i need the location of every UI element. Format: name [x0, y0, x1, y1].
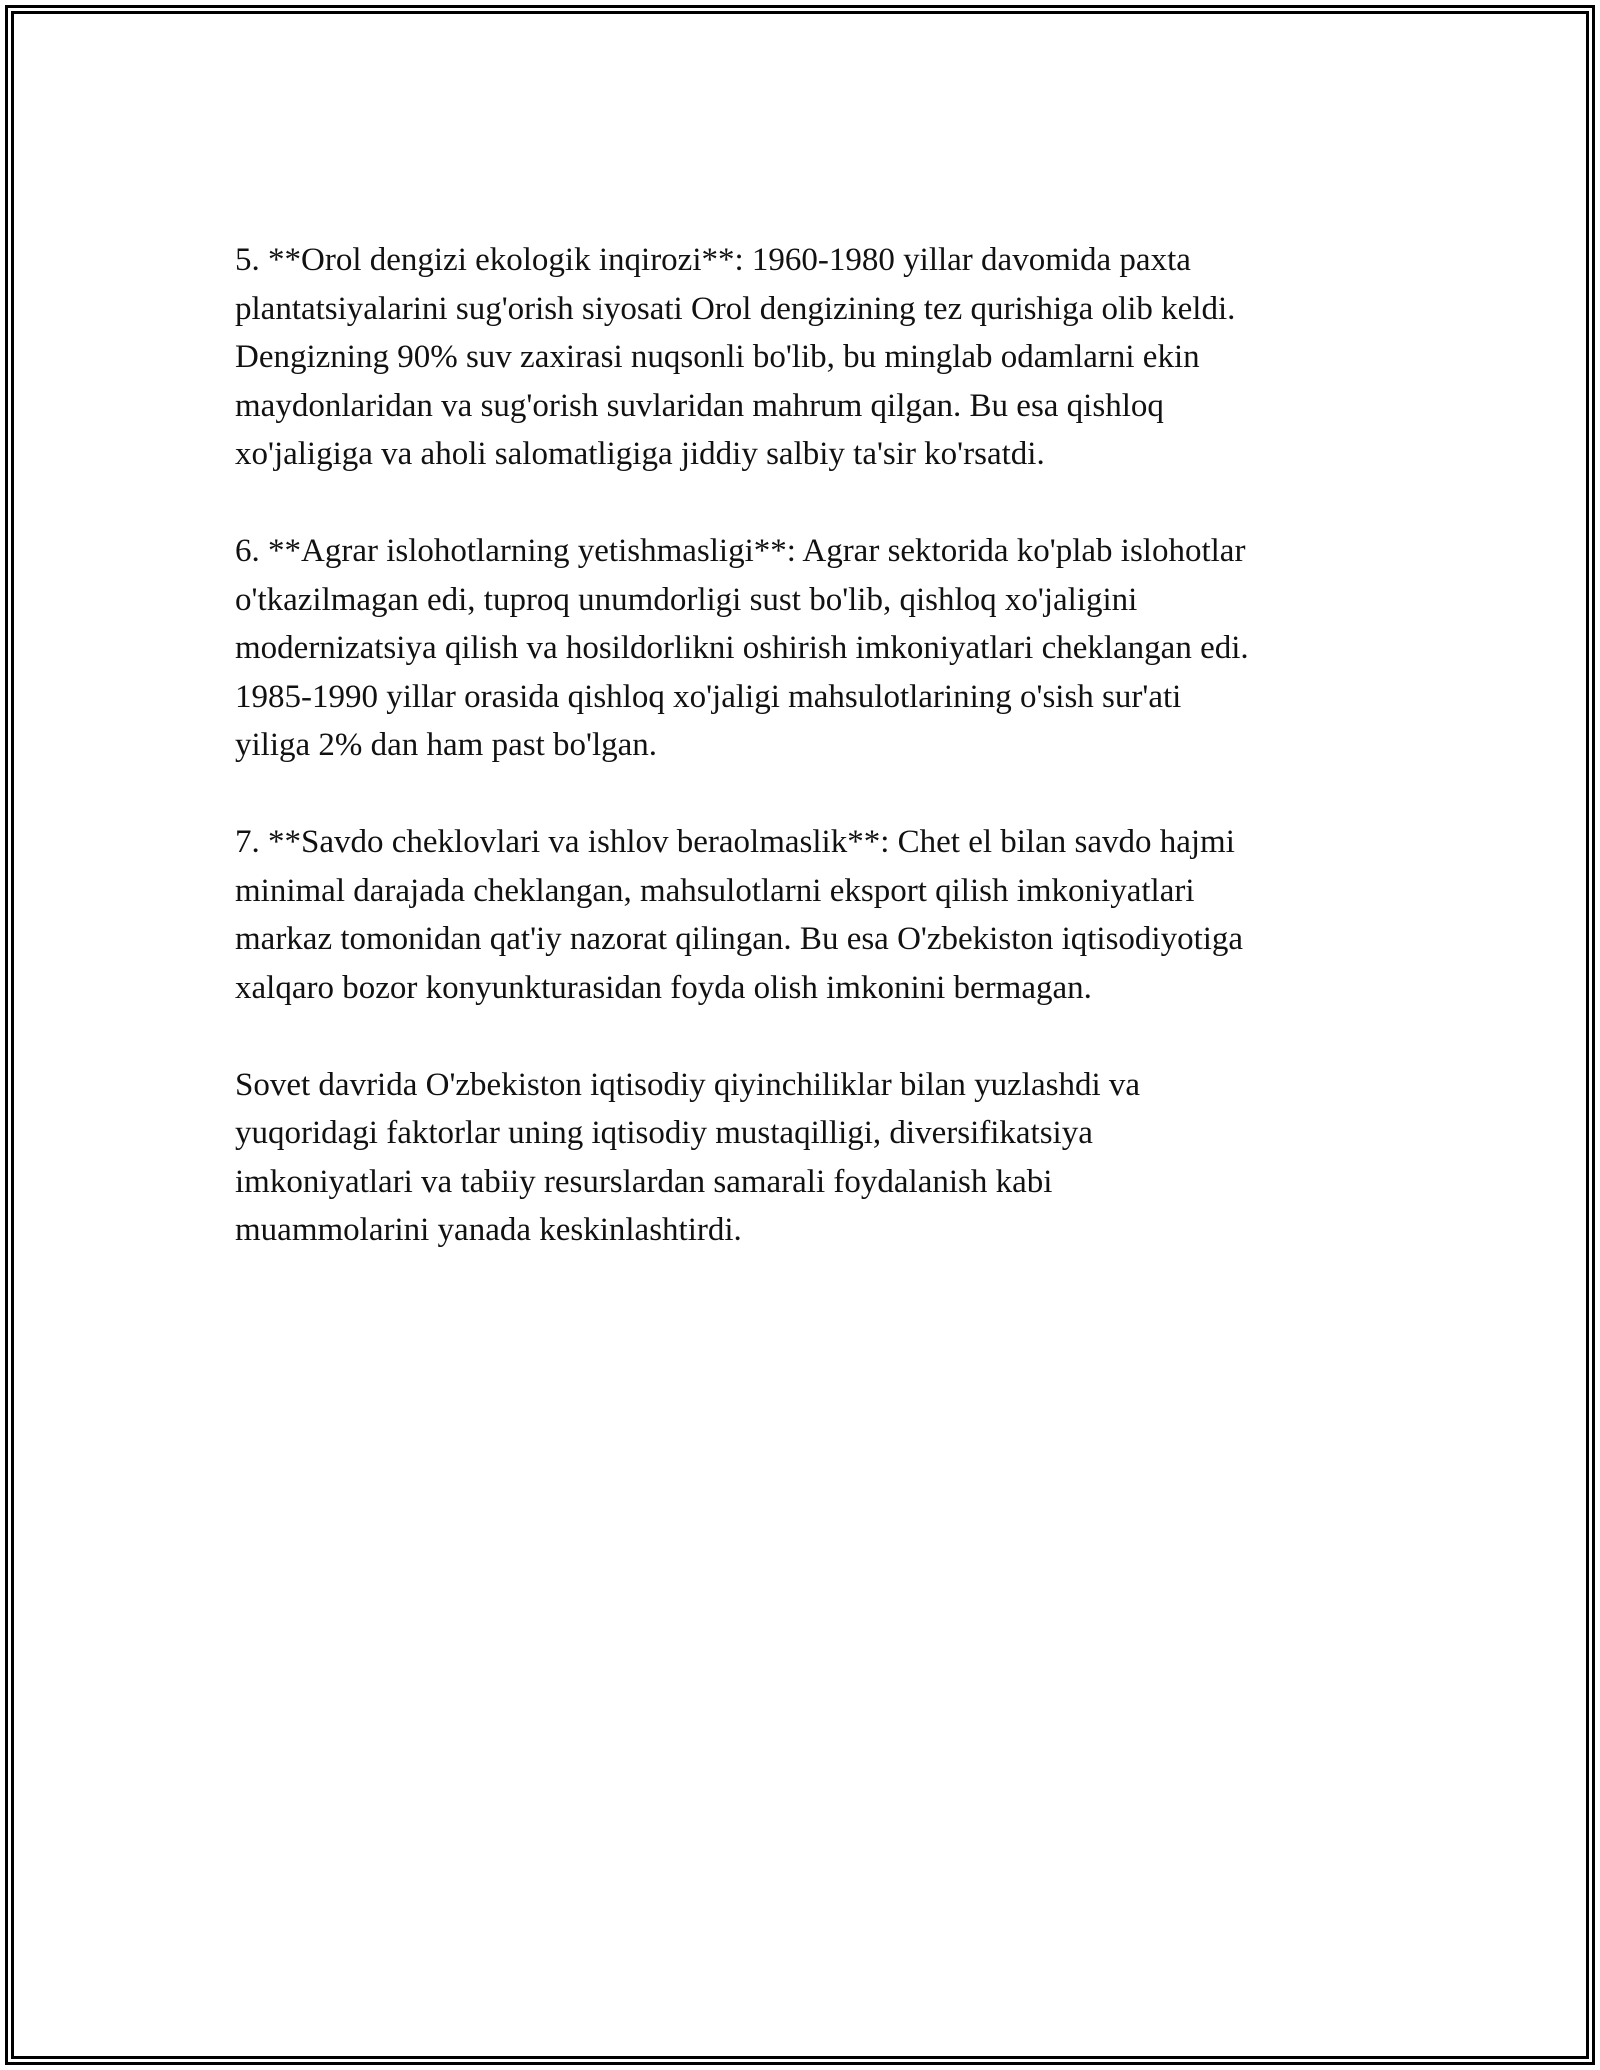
- paragraph-point-6: 6. **Agrar islohotlarning yetishmasligi**: Agrar sektorida ko'plab islohotlar o'tkazilmagan edi, tuproq unumdorligi sust bo'lib, qishloq xo'jaligini modernizatsiya qilish va hosildorlikni oshirish imkoniyatlari cheklangan edi. 1985-1990 yillar orasida qishloq xo'jaligi mahsulotlarining o'sish sur'ati yiliga 2% dan ham past bo'lgan.: [235, 533, 1249, 763]
- document-body: [235, 236, 1375, 1303]
- paragraph-point-5: 5. **Orol dengizi ekologik inqirozi**: 1960-1980 yillar davomida paxta plantatsiyalarini sug'orish siyosati Orol dengizining tez qurishiga olib keldi. Dengizning 90% suv zaxirasi nuqsonli bo'lib, bu minglab odamlarni ekin maydonlaridan va sug'orish suvlaridan mahrum qilgan. Bu esa qishloq xo'jaligiga va aholi salomatligiga jiddiy salbiy ta'sir ko'rsatdi.: [235, 242, 1236, 472]
- paragraph-conclusion: Sovet davrida O'zbekiston iqtisodiy qiyinchiliklar bilan yuzlashdi va yuqoridagi faktorlar uning iqtisodiy mustaqilligi, diversifikatsiya imkoniyatlari va tabiiy resurslardan samarali foydalanish kabi muammolarini yanada keskinlashtirdi.: [235, 1066, 1141, 1248]
- paragraph-point-7: 7. **Savdo cheklovlari va ishlov beraolmaslik**: Chet el bilan savdo hajmi minimal darajada cheklangan, mahsulotlarni eksport qilish imkoniyatlari markaz tomonidan qat'iy nazorat qilingan. Bu esa O'zbekiston iqtisodiyotiga xalqaro bozor konyunkturasidan foyda olish imkonini bermagan.: [235, 824, 1244, 1006]
